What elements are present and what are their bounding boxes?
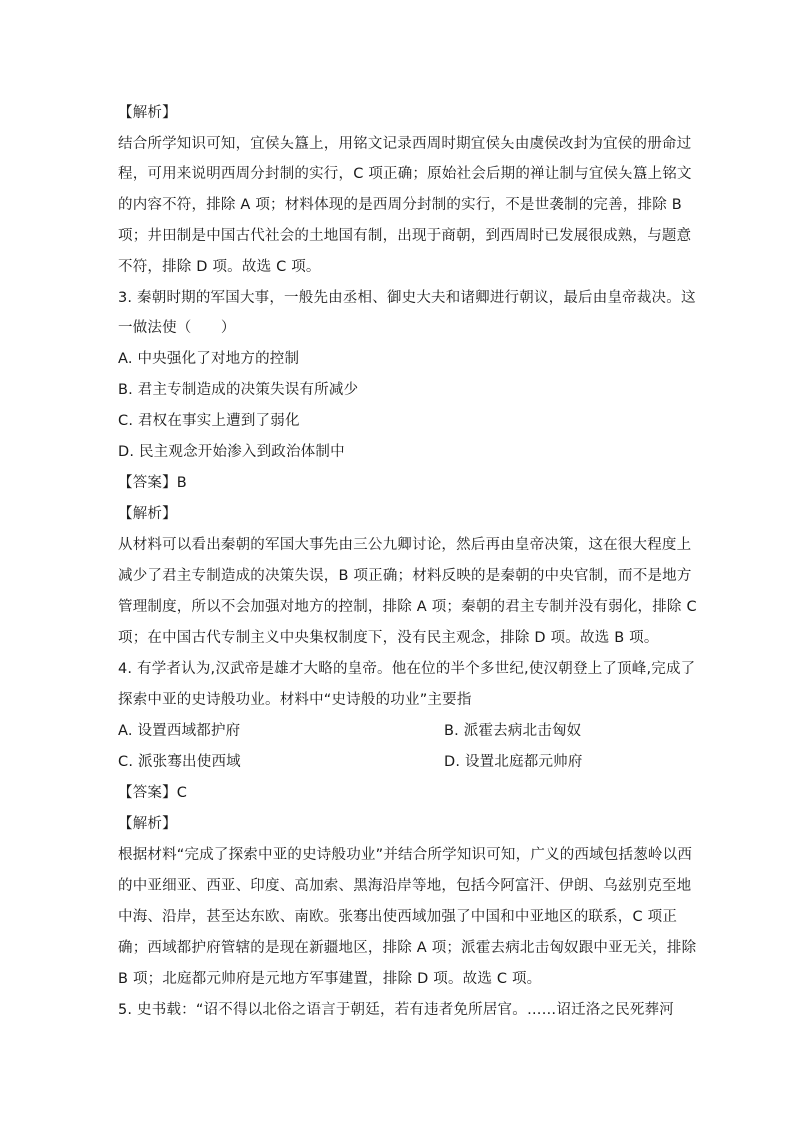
- answer-label: 【答案】C: [118, 785, 188, 801]
- paragraph-line: 管理制度，所以不会加强对地方的控制，排除 A 项；秦朝的君主专制并没有弱化，排除 C: [118, 599, 697, 615]
- paragraph-line: 减少了君主专制造成的决策失误，B 项正确；材料反映的是秦朝的中央官制，而不是地方: [118, 568, 692, 584]
- paragraph-line: 从材料可以看出秦朝的军国大事先由三公九卿讨论，然后再由皇帝决策，这在很大程度上: [118, 537, 692, 553]
- paragraph-line: 的中亚细亚、西亚、印度、高加索、黑海沿岸等地，包括今阿富汗、伊朗、乌兹别克至地: [118, 878, 692, 894]
- question-4-option-d: D. 设置北庭都元帅府: [444, 754, 583, 770]
- question-3-option-a: A. 中央强化了对地方的控制: [118, 351, 300, 367]
- question-3-stem: 一做法使（ ）: [118, 320, 236, 336]
- paragraph-line: 不符，排除 D 项。故选 C 项。: [118, 259, 321, 275]
- answer-label: 【答案】B: [118, 475, 187, 491]
- question-4-option-a: A. 设置西域都护府: [118, 723, 241, 739]
- paragraph-line: 中海、沿岸，甚至达东欧、南欧。张骞出使西域加强了中国和中亚地区的联系，C 项正: [118, 909, 678, 925]
- paragraph-line: B 项；北庭都元帅府是元地方军事建置，排除 D 项。故选 C 项。: [118, 971, 542, 987]
- paragraph-line: 项；在中国古代专制主义中央集权制度下，没有民主观念，排除 D 项。故选 B 项。: [118, 630, 659, 646]
- question-5-stem: 5. 史书载：“诏不得以北俗之语言于朝廷，若有违者免所居官。……诏迁洛之民死葬河: [118, 1002, 674, 1018]
- heading-analysis: 【解析】: [118, 105, 177, 121]
- paragraph-line: 根据材料“完成了探索中亚的史诗般功业”并结合所学知识可知，广义的西域包括葱岭以西: [118, 847, 693, 863]
- paragraph-line: 程，可用来说明西周分封制的实行，C 项正确；原始社会后期的禅让制与宜侯夨簋上铭文: [118, 166, 692, 182]
- question-4-stem: 4. 有学者认为,汉武帝是雄才大略的皇帝。他在位的半个多世纪,使汉朝登上了顶峰,完成了: [118, 661, 696, 677]
- paragraph-line: 的内容不符，排除 A 项；材料体现的是西周分封制的实行，不是世袭制的完善，排除 B: [118, 197, 682, 213]
- question-3-option-b: B. 君主专制造成的决策失误有所减少: [118, 382, 359, 398]
- question-3-option-c: C. 君权在事实上遭到了弱化: [118, 413, 300, 429]
- paragraph-line: 项；井田制是中国古代社会的土地国有制，出现于商朝，到西周时已发展很成熟，与题意: [118, 228, 692, 244]
- question-3-stem: 3. 秦朝时期的军国大事，一般先由丞相、御史大夫和诸卿进行朝议，最后由皇帝裁决。这: [118, 290, 696, 306]
- question-3-option-d: D. 民主观念开始渗入到政治体制中: [118, 444, 345, 460]
- question-4-stem: 探索中亚的史诗般功业。材料中“史诗般的功业”主要指: [118, 692, 472, 708]
- paragraph-line: 结合所学知识可知，宜侯夨簋上，用铭文记录西周时期宜侯夨由虞侯改封为宜侯的册命过: [118, 136, 692, 152]
- heading-analysis: 【解析】: [118, 816, 177, 832]
- question-4-option-c: C. 派张骞出使西域: [118, 754, 241, 770]
- question-4-option-b: B. 派霍去病北击匈奴: [444, 723, 582, 739]
- heading-analysis: 【解析】: [118, 506, 177, 522]
- paragraph-line: 确；西域都护府管辖的是现在新疆地区，排除 A 项；派霍去病北击匈奴跟中亚无关，排除: [118, 940, 697, 956]
